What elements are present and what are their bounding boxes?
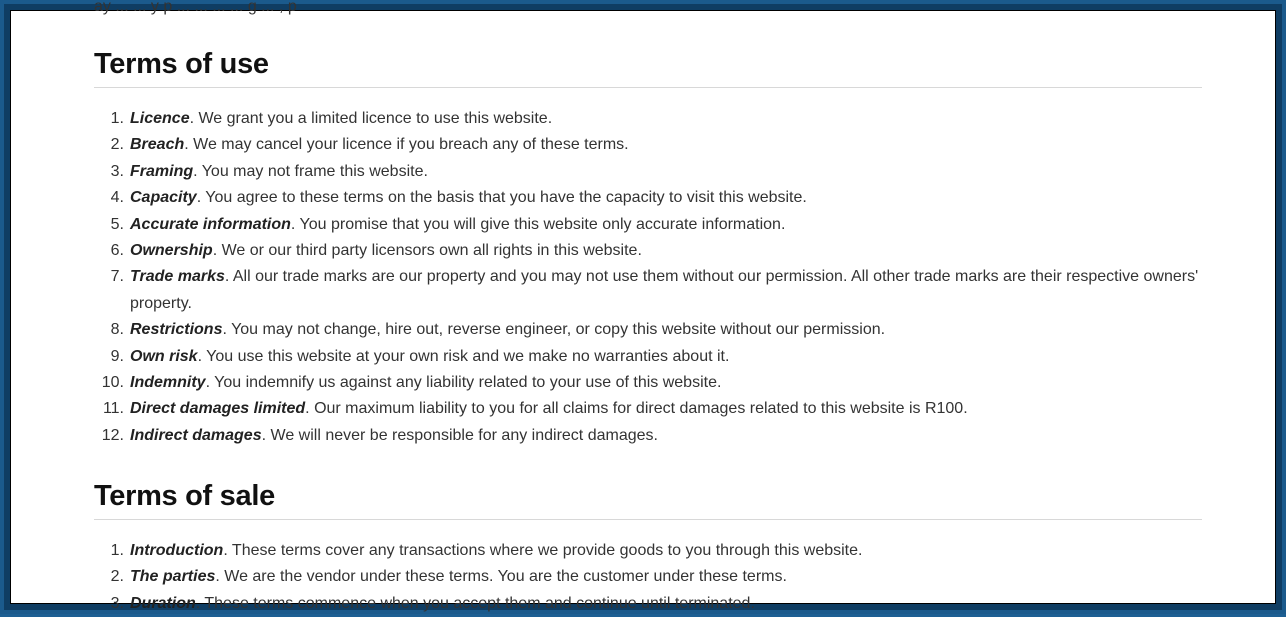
list-item-number: 3.: [110, 594, 124, 612]
list-item-term: Indemnity: [130, 374, 206, 392]
list-item-number: 10.: [101, 374, 124, 392]
list-item-term: The parties: [130, 568, 216, 586]
terms-of-sale-list: [94, 538, 1202, 617]
list-item: [94, 370, 1202, 396]
list-item: [94, 185, 1202, 211]
list-item-number: 1.: [110, 542, 124, 559]
list-item-text: . We will never be responsible for any indirect damages.: [261, 426, 658, 444]
list-item-term: Restrictions: [130, 321, 223, 339]
list-item-term: Accurate information: [130, 215, 291, 233]
document-page: [10, 0, 1276, 612]
list-item: [94, 538, 1202, 564]
list-item-number: 3.: [110, 162, 124, 180]
list-item-number: 2.: [110, 136, 124, 154]
list-item-text: . We or our third party licensors own all rights in this website.: [212, 242, 642, 260]
list-item-number: 8.: [110, 321, 124, 339]
list-item-number: 4.: [110, 189, 124, 207]
list-item-term: Trade marks: [130, 268, 225, 286]
list-item-number: 7.: [110, 268, 124, 286]
list-item-text: . You use this website at your own risk and we make no warranties about it.: [197, 347, 730, 365]
list-item-text: . These terms cover any transactions where we provide goods to you through this website.: [223, 542, 863, 559]
list-item: [94, 591, 1202, 617]
list-item-text: . You may not change, hire out, reverse engineer, or copy this website without our permission.: [222, 321, 886, 339]
list-item-number: 6.: [110, 242, 124, 260]
list-item: [94, 423, 1202, 449]
clipped-top-text: ay ... ... y p ... ... ... ... g ... , p: [94, 0, 297, 15]
list-item-term: Duration: [130, 594, 196, 612]
terms-of-sale-heading: Terms of sale: [94, 479, 1202, 520]
list-item-number: 2.: [110, 568, 124, 586]
list-item-text: . All our trade marks are our property and you may not use them without our permission. All other trade marks are their respective owners' property.: [130, 268, 1199, 312]
list-item-text: . You promise that you will give this website only accurate information.: [290, 215, 786, 233]
list-item: [94, 317, 1202, 343]
list-item-term: Licence: [130, 110, 190, 127]
terms-of-use-list: [94, 106, 1202, 449]
list-item: [94, 212, 1202, 238]
list-item-text: . Our maximum liability to you for all claims for direct damages related to this website is R100.: [305, 400, 968, 418]
list-item-text: . We may cancel your licence if you breach any of these terms.: [184, 136, 629, 154]
list-item-text: . You agree to these terms on the basis that you have the capacity to visit this website.: [196, 189, 807, 207]
list-item-text: . We grant you a limited licence to use this website.: [189, 110, 553, 127]
list-item-number: 9.: [110, 347, 124, 365]
list-item-text: . You indemnify us against any liability related to your use of this website.: [205, 374, 722, 392]
list-item-term: Direct damages limited: [130, 400, 306, 418]
list-item: [94, 344, 1202, 370]
list-item: [94, 238, 1202, 264]
list-item: [94, 396, 1202, 422]
list-item: [94, 106, 1202, 132]
list-item-term: Ownership: [130, 242, 213, 260]
list-item-number: 11.: [102, 400, 124, 418]
list-item-text: . These terms commence when you accept them and continue until terminated.: [195, 594, 755, 612]
terms-of-use-section: [94, 47, 1202, 449]
list-item-text: . We are the vendor under these terms. You are the customer under these terms.: [215, 568, 787, 586]
list-item-term: Framing: [130, 162, 194, 180]
list-item: [94, 564, 1202, 590]
list-item: [94, 159, 1202, 185]
list-item: [94, 264, 1202, 317]
list-item-text: . You may not frame this website.: [193, 162, 428, 180]
terms-of-use-heading: Terms of use: [94, 47, 1202, 88]
terms-of-sale-section: [94, 479, 1202, 617]
list-item-term: Capacity: [130, 189, 197, 207]
list-item-term: Breach: [130, 136, 185, 154]
list-item-number: 1.: [110, 110, 124, 127]
list-item-term: Own risk: [130, 347, 198, 365]
list-item-number: 5.: [110, 215, 124, 233]
list-item-number: 12.: [101, 426, 124, 444]
list-item: [94, 132, 1202, 158]
list-item-term: Introduction: [130, 542, 224, 559]
list-item-term: Indirect damages: [130, 426, 262, 444]
